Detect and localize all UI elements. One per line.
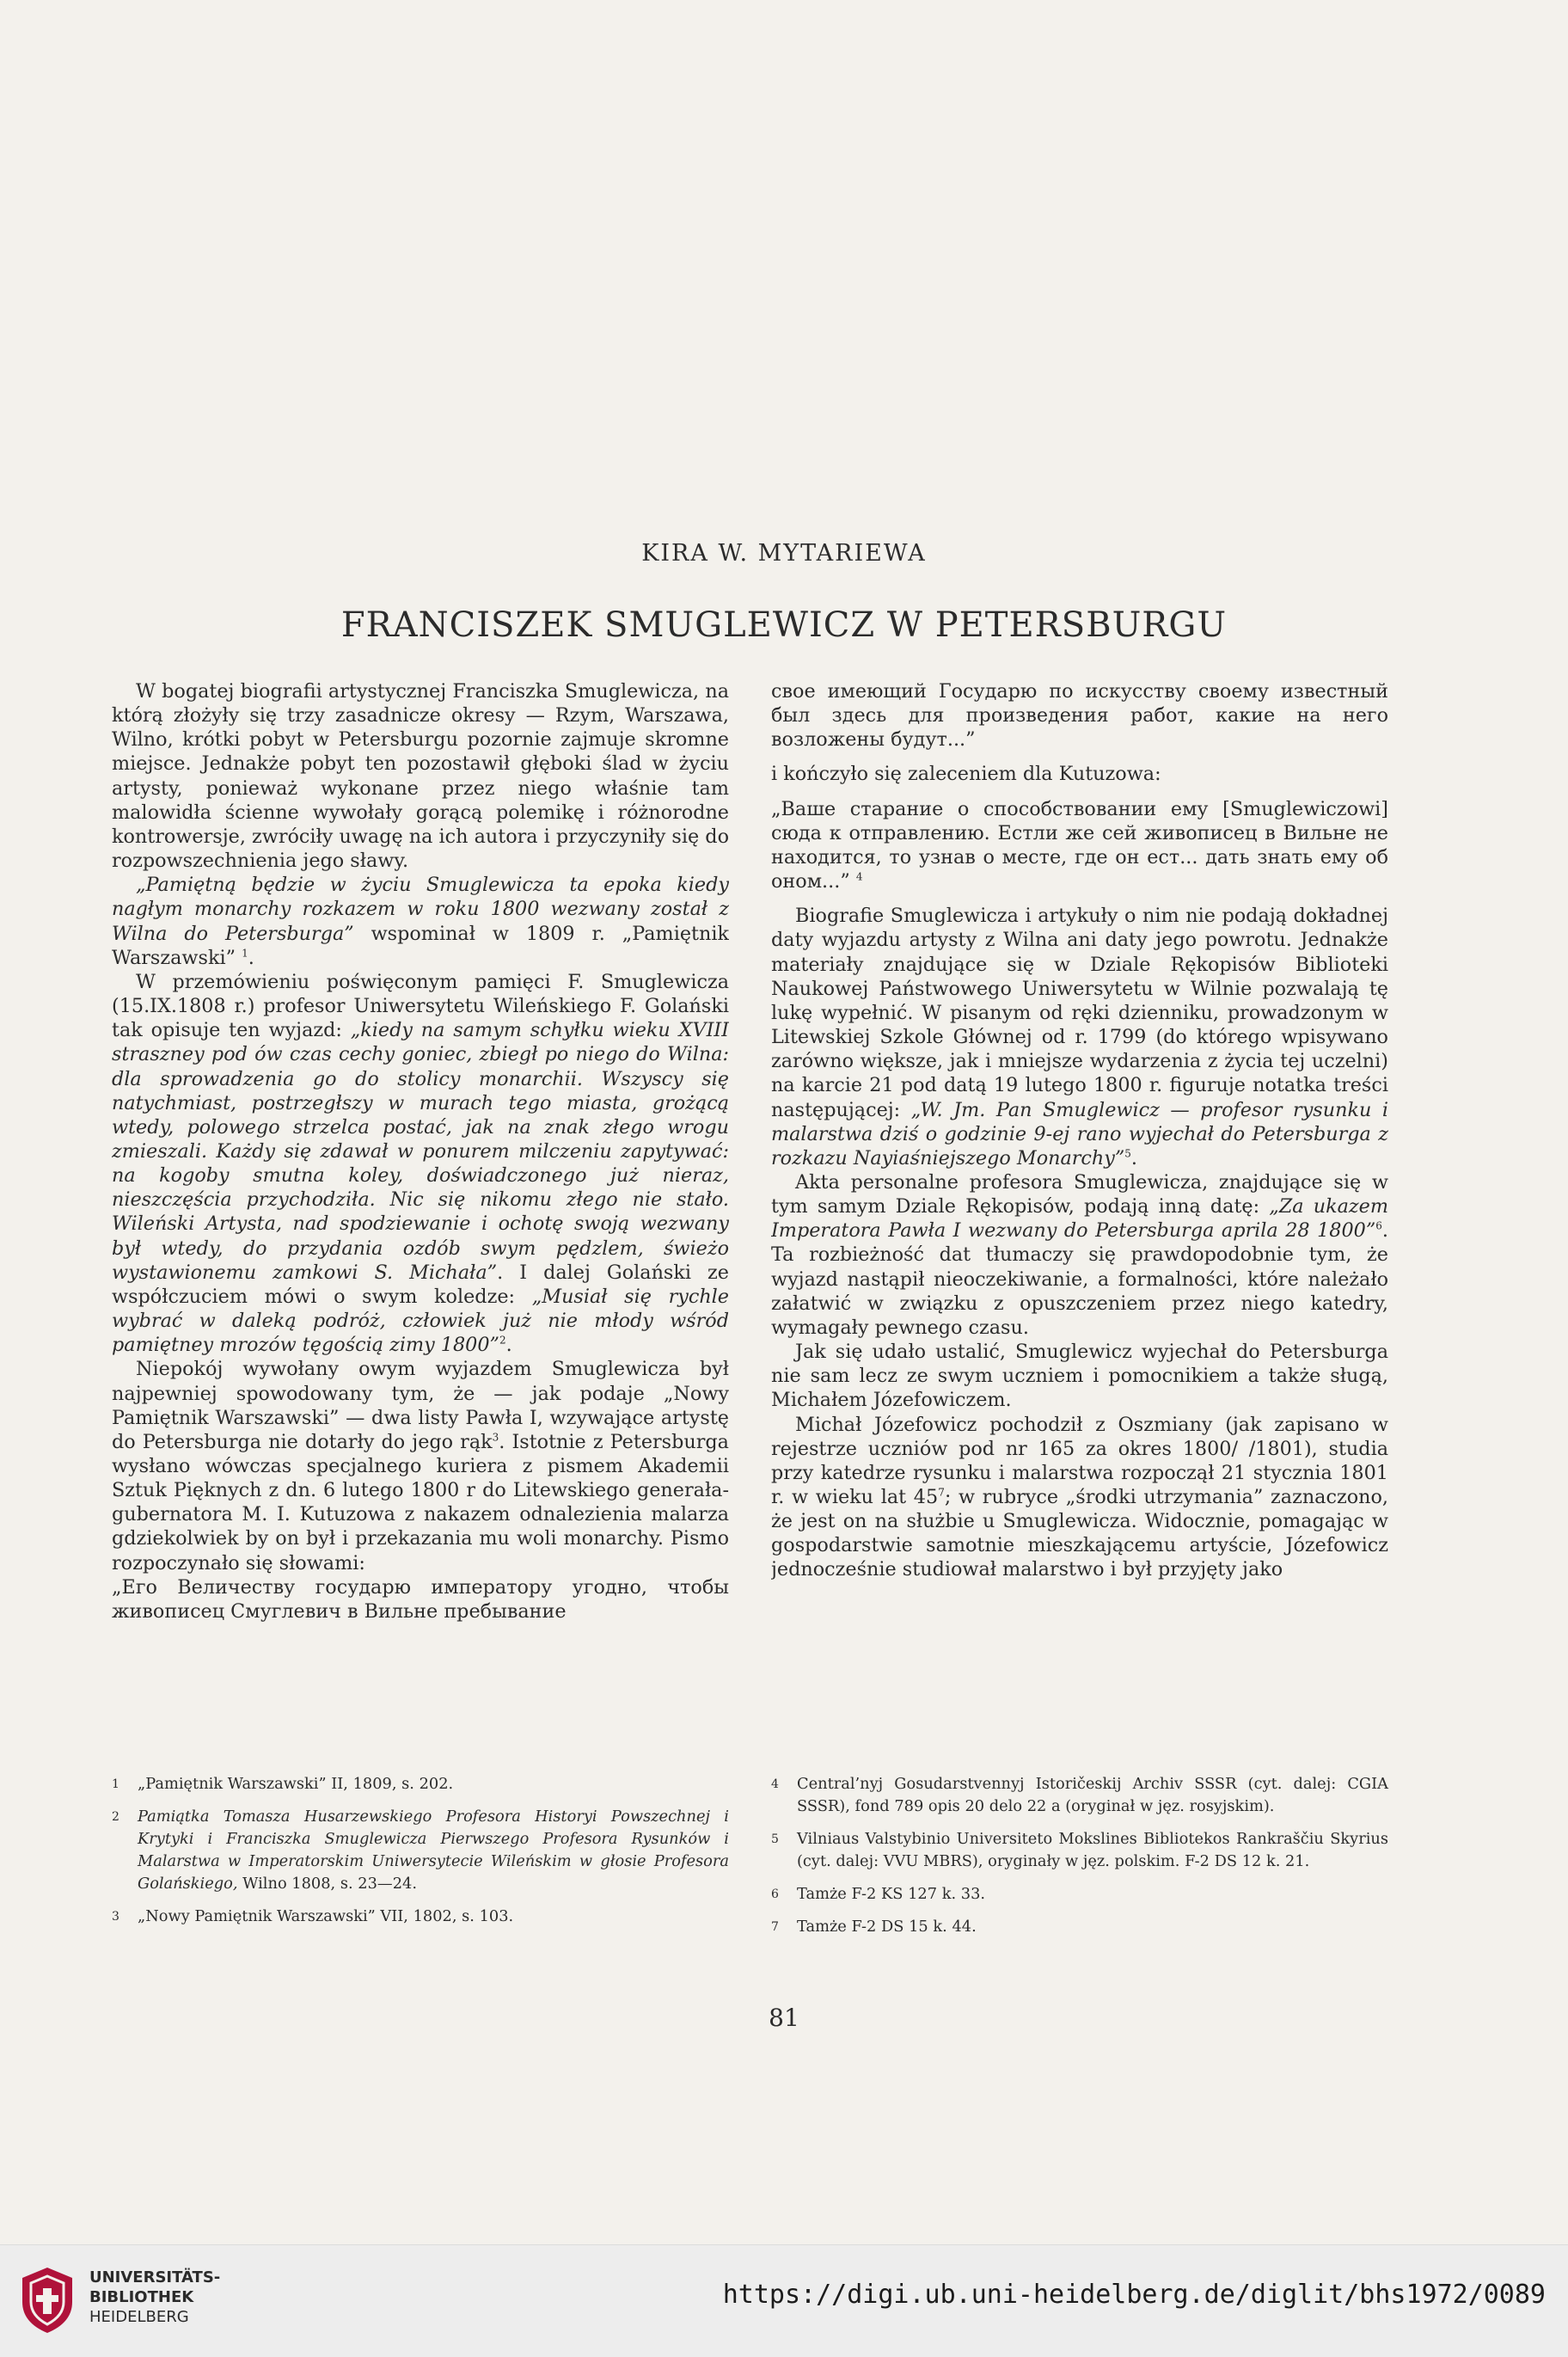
paragraph: Michał Józefowicz pochodził z Oszmiany (jak zapisano w rejestrze uczniów pod nr 165 za okres 1800/ /1801), studia przy katedrze rysunku i malarstwa rozpoczął 21 stycznia 1801 r. w wieku lat $45^7$; w rubryce „środki utrzymania” zaznaczono, że jest on na służbie u Smuglewicza. Widocznie, pomagając w gospodarstwie samotnie mieszkającemu artyście, Józefowicz jednocześnie studiował malarstwo i był przyjęty jako (771, 1413, 1388, 1581)
footnote: 4 Central’nyj Gosudarstvennyj Istoričeskij Archiv SSSR (cyt. dalej: CGIA SSSR), fond 789 opis 20 delo 22 a (oryginał w jęz. rosyjskim). (771, 1775, 1388, 1815)
footnote-number: 4 (771, 1777, 779, 1791)
quote: „Pamiętną będzie w życiu Smuglewicza ta epoka kiedy nagłym monarchy rozkazem w roku 1800 wezwany został z Wilna do Petersburga” (112, 874, 729, 945)
russian-quote: „Ваше старание о способствовании ему [Smuglewiczowi] сюда к отправлению. Естли же сей живописец в Вильне не находится, то узнав о месте, где он ест... дать знать ему об оном...” $^4$ (771, 797, 1388, 893)
russian-quote: „Его Величеству государю императору угодно, чтобы живописец Смуглевич в Вильне пребывание (112, 1575, 729, 1623)
quote: „Za ukazem Imperatora Pawła I wezwany do Petersburga aprila 28 1800” (771, 1195, 1388, 1243)
footnote-ref[interactable]: 2 (499, 1334, 506, 1347)
article-author: KIRA W. MYTARIEWA (641, 540, 927, 567)
paragraph: W przemówieniu poświęconym pamięci F. Smuglewicza (15.IX.1808 r.) profesor Uniwersytetu Wileńskiego F. Golański tak opisuje ten wyjazd: „kiedy na samym schyłku wieku XVIII straszney pod ów czas cechy goniec, zbiegł po niego do Wilna: dla sprowadzenia go do stolicy monarchii. Wszyscy się natychmiast, postrzegłszy w murach tego miasta, grożącą wtedy, polowego strzelca postać, jak na znak złego wrogu zmieszali. Każdy się zdawał w ponurem milczeniu zapytywać: na kogoby smutna koley, doświadczonego już nieraz, nieszczęścia przychodziła. Nic się nikomu złego nie stało. Wileński Artysta, nad spodziewanie i ochotę swoją wezwany był wtedy, do przydania ozdób swym pędzlem, świeżo wystawionemu zamkowi S. Michała”. I dalej Golański ze współczuciem mówi o swym koledze: „Musiał się rychle wybrać w daleką podróż, człowiek już nie młody wśród pamiętney mrozów tęgością zimy 1800”$^2$. (112, 970, 729, 1357)
footnote-number: 2 (112, 1810, 119, 1824)
footnote-number: 3 (112, 1910, 119, 1924)
paragraph: i kończyło się zaleceniem dla Kutuzowa: (771, 763, 1161, 786)
footnote-ref[interactable]: 4 (855, 870, 863, 883)
paragraph: Akta personalne profesora Smuglewicza, znajdujące się w tym samym Dziale Rękopisów, podają inną datę: „Za ukazem Imperatora Pawła I wezwany do Petersburga aprila 28 1800”$^6$. Ta rozbieżność dat tłumaczy się prawdopodobnie tym, że wyjazd nastąpił nieoczekiwanie, a formalności, które należało załatwić w związku z opuszczeniem przez niego katedry, wymagały pewnego czasu. (771, 1170, 1388, 1339)
russian-quote: свое имеющий Государю по искусству своему известный был здесь для произведения работ, какие на него возложены будут...” (771, 680, 1388, 752)
university-seal-icon[interactable] (17, 2264, 77, 2336)
footnote-ref[interactable]: 5 (1124, 1147, 1131, 1160)
left-text-column (112, 679, 729, 1746)
right-text-column (771, 679, 1388, 1746)
footnote-ref[interactable]: 1 (242, 947, 248, 960)
footnotes-left (112, 1773, 729, 1938)
paragraph: Niepokój wywołany owym wyjazdem Smuglewicza był najpewniej spowodowany tym, że — jak podaje „Nowy Pamiętnik Warszawski” — dwa listy Pawła I, wzywające artystę do Petersburga nie dotarły do jego rąk$^3$. Istotnie z Petersburga wysłano wówczas specjalnego kuriera z pismem Akademii Sztuk Pięknych z dn. 6 lutego 1800 r do Litewskiego generała-gubernatora M. I. Kutuzowa z nakazem odnalezienia malarza gdziekolwiek by on był i przekazania mu woli monarchy. Pismo rozpoczynało się słowami: (112, 1358, 729, 1574)
footnote-ref[interactable]: 6 (1375, 1219, 1382, 1232)
footnotes-right (771, 1773, 1388, 1949)
footnote: 7 Tamże F-2 DS 15 k. 44. (771, 1916, 1388, 1938)
footnote: 6 Tamże F-2 KS 127 k. 33. (771, 1883, 1388, 1906)
footnote-ref[interactable]: 7 (938, 1486, 945, 1499)
article-title: FRANCISZEK SMUGLEWICZ W PETERSBURGU (340, 605, 1228, 645)
footnote: 2 Pamiątka Tomasza Husarzewskiego Profesora Historyi Powszechnej i Krytyki i Franciszka Smuglewicza Pierwszego Profesora Rysunków i Malarstwa w Imperatorskim Uniwersytecie Wileńskim w głosie Profesora Golańskiego, Wilno 1808, s. 23—24. (112, 1808, 729, 1893)
footnote-number: 7 (771, 1920, 779, 1934)
viewer-footer (0, 2244, 1568, 2357)
paragraph: „Pamiętną będzie w życiu Smuglewicza ta epoka kiedy nagłym monarchy rozkazem w roku 1800 wezwany został z Wilna do Petersburga” wspominał w 1809 r. „Pamiętnik Warszawski” $^1$. (112, 874, 729, 969)
footnote: 1 „Pamiętnik Warszawski” II, 1809, s. 202. (112, 1773, 729, 1795)
paragraph: Biografie Smuglewicza i artykuły o nim nie podają dokładnej daty wyjazdu artysty z Wilna ani daty jego powrotu. Jednakże materiały znajdujące się w Dziale Rękopisów Biblioteki Naukowej Państwowego Uniwersytetu w Wilnie pozwalają tę lukę wypełnić. W pisanym od ręki dzienniku, prowadzonym w Litewskiej Szkole Głównej od r. 1799 (do którego wpisywano zarówno większe, jak i mniejsze wydarzenia z życia tej uczelni) na karcie 21 pod datą 19 lutego 1800 r. figuruje notatka treści następującej: „W. Jm. Pan Smuglewicz — profesor rysunku i malarstwa dziś o godzinie 9-ej rano wyjechał do Petersburga z rozkazu Nayiaśniejszego Monarchy”$^5$. (771, 905, 1388, 1169)
footnote: 5 Vilniaus Valstybinio Universiteto Mokslines Bibliotekos Rankraščiu Skyrius (cyt. dalej: VVU MBRS), oryginały w jęz. polskim. F-2 DS 12 k. 21. (771, 1830, 1388, 1870)
quote: „kiedy na samym schyłku wieku XVIII straszney pod ów czas cechy goniec, zbiegł po niego do Wilna: dla sprowadzenia go do stolicy monarchii. Wszyscy się natychmiast, postrzegłszy w murach tego miasta, grożącą wtedy, polowego strzelca postać, jak na znak złego wrogu zmieszali. Każdy się zdawał w ponurem milczeniu zapytywać: na kogoby smutna koley, doświadczonego już nieraz, nieszczęścia przychodziła. Nic się nikomu złego nie stało. Wileński Artysta, nad spodziewanie i ochotę swoją wezwany był wtedy, do przydania ozdób swym pędzlem, świeżo wystawionemu zamkowi S. Michała” (112, 1019, 729, 1284)
paragraph: W bogatej biografii artystycznej Franciszka Smuglewicza, na którą złożyły się trzy zasadnicze okresy — Rzym, Warszawa, Wilno, krótki pobyt w Petersburgu pozornie zajmuje skromne miejsce. Jednakże pobyt ten pozostawił głęboki ślad w życiu artysty, ponieważ wykonane przez niego właśnie tam malowidła ścienne wywołały gorącą polemikę i różnorodne kontrowersje, zwróciły uwagę na ich autora i przyczyniły się do rozpowszechnienia jego sławy. (112, 680, 729, 873)
source-url-link[interactable]: https://digi.ub.uni-heidelberg.de/diglit/bhs1972/0089 (722, 2280, 1546, 2310)
library-name[interactable]: UNIVERSITÄTS- BIBLIOTHEK HEIDELBERG (89, 2268, 221, 2326)
footnote-number: 6 (771, 1887, 779, 1901)
footnote-number: 5 (771, 1832, 779, 1846)
footnote-number: 1 (112, 1777, 119, 1791)
quote: „W. Jm. Pan Smuglewicz — profesor rysunku i malarstwa dziś o godzinie 9-ej rano wyjechał do Petersburga z rozkazu Nayiaśniejszego Monarchy” (771, 1098, 1388, 1169)
paragraph: Jak się udało ustalić, Smuglewicz wyjechał do Petersburga nie sam lecz ze swym uczniem i pomocnikiem a także sługą, Michałem Józefowiczem. (771, 1341, 1388, 1412)
footnote-ref[interactable]: 3 (492, 1431, 499, 1444)
page-number: 81 (769, 2004, 799, 2032)
footnote: 3 „Nowy Pamiętnik Warszawski” VII, 1802, s. 103. (112, 1906, 729, 1928)
quote: „Musiał się rychle wybrać w daleką podróż, człowiek już nie młody wśród pamiętney mrozów tęgością zimy 1800” (112, 1285, 729, 1357)
